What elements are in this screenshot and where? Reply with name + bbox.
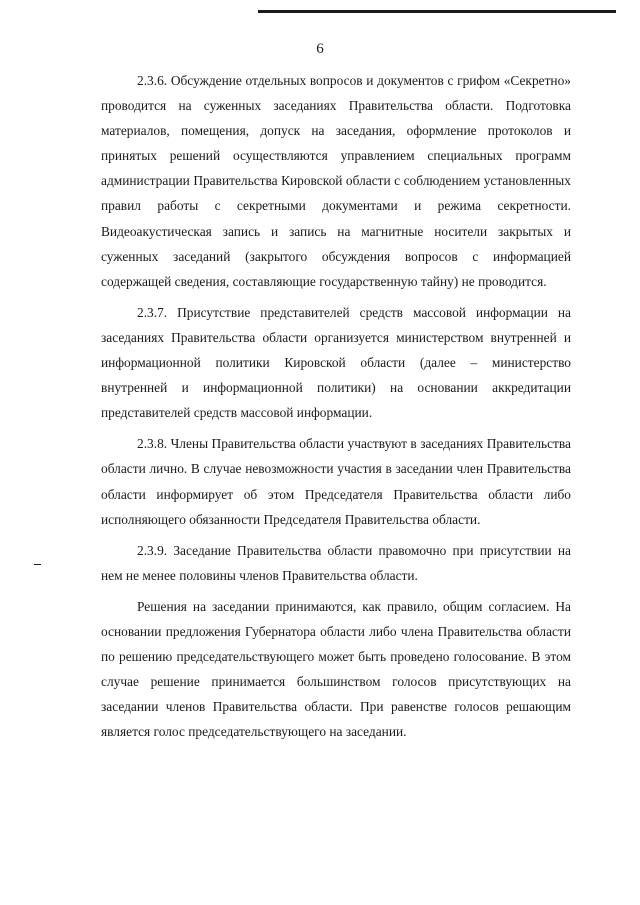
paragraph-2-3-9: 2.3.9. Заседание Правительства области правомочно при присутствии на нем не менее половины членов Правительства области. — [101, 542, 571, 583]
paragraph-decisions: Решения на заседании принимаются, как правило, общим согласием. На основании предложения Губернатора области либо члена Правительства области по решению председательствующего может быть проведено голосование. В этом случае решение принимается большинством голосов присутствующих на заседании членов Правительства области. При равенстве голосов решающим является голос председательствующего на заседании. — [101, 598, 571, 740]
top-border-line — [258, 10, 616, 13]
paragraph-2-3-7: 2.3.7. Присутствие представителей средств массовой информации на заседаниях Правительства области организуется министерством внутренней и информационной политики Кировской области (далее – министерство внутренней и информационной политики) на основании аккредитации представителей средств массовой информации. — [101, 304, 571, 421]
paragraph-2-3-8: 2.3.8. Члены Правительства области участвуют в заседаниях Правительства области лично. В случае невозможности участия в заседании член Правительства области информирует об этом Председателя Правительства области либо исполняющего обязанности Председателя Правительства области. — [101, 436, 571, 527]
paragraph-2-3-6: 2.3.6. Обсуждение отдельных вопросов и документов с грифом «Секретно» проводится на суженных заседаниях Правительства области. Подготовка материалов, помещения, допуск на заседания, оформление протоколов и принятых решений осуществляются управлением специальных программ администрации Правительства Кировской области с соблюдением установленных правил работы с секретными документами и режима секретности. Видеоакустическая запись и запись на магнитные носители закрытых и суженных заседаний (закрытого обсуждения вопросов с информацией содержащей сведения, составляющие государственную тайну) не проводится. — [101, 73, 571, 289]
margin-mark — [34, 564, 41, 565]
document-body — [101, 68, 571, 750]
page-number: 6 — [316, 41, 324, 57]
